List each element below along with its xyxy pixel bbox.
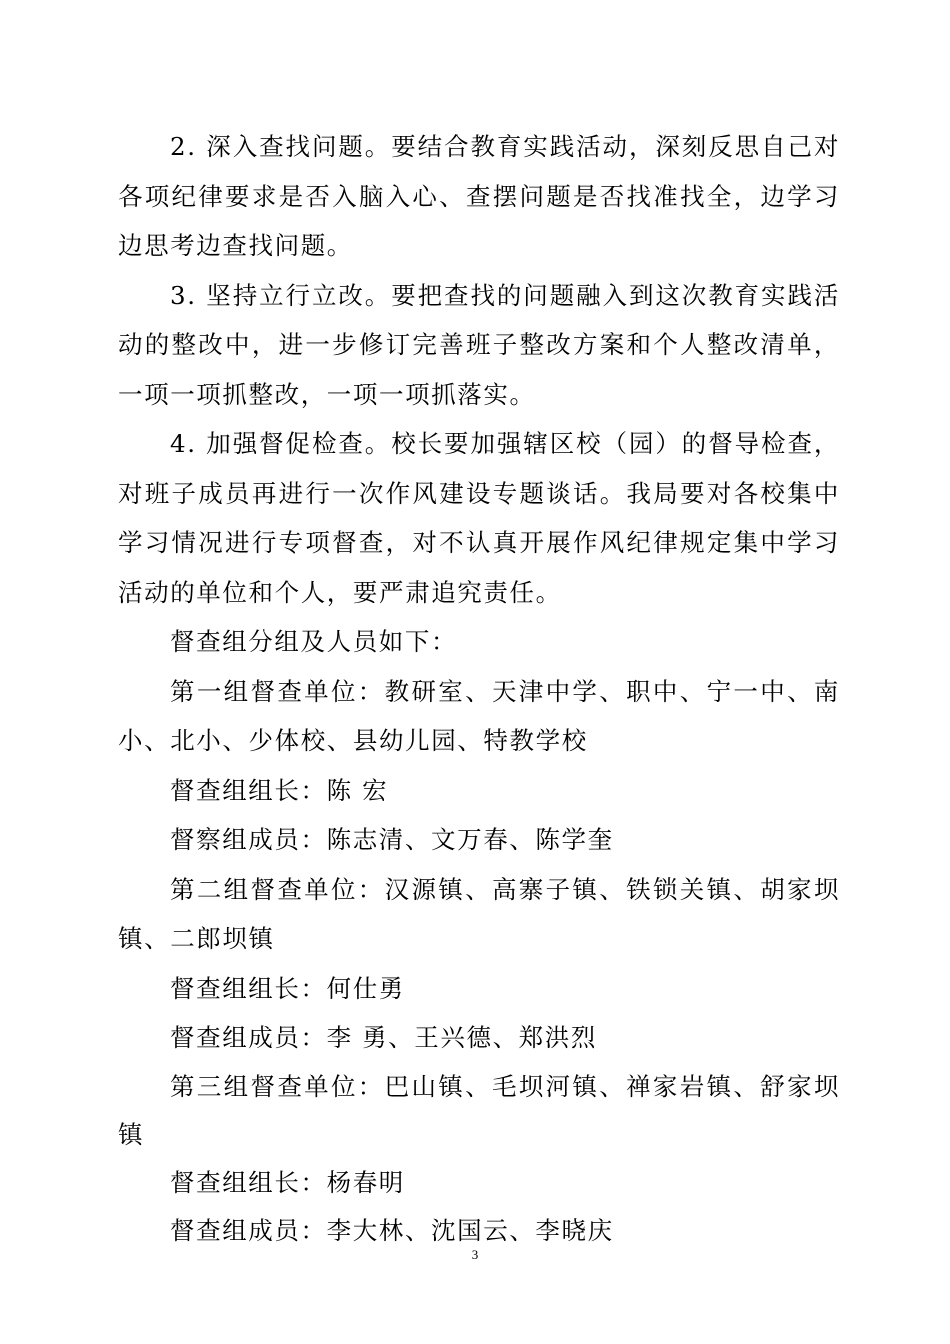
- paragraph-group3-units: 第三组督查单位：巴山镇、毛坝河镇、禅家岩镇、舒家坝镇: [118, 1071, 840, 1149]
- paragraph-group3-members: 督查组成员：李大林、沈国云、李晓庆: [170, 1215, 614, 1245]
- paragraph-group1-members: 督察组成员：陈志清、文万春、陈学奎: [170, 825, 614, 854]
- document-body: [118, 122, 840, 1255]
- paragraph-group2-members: 督查组成员：李 勇、王兴德、郑洪烈: [170, 1023, 597, 1052]
- paragraph-supervise: 4. 加强督促检查。校长要加强辖区校（园）的督导检查，对班子成员再进行一次作风建设专题谈话。我局要对各校集中学习情况进行专项督查，对不认真开展作风纪律规定集中学习活动的单位和个人，要严肃追究责任。: [118, 429, 840, 607]
- paragraph-rectify: 3. 坚持立行立改。要把查找的问题融入到这次教育实践活动的整改中，进一步修订完善班子整改方案和个人整改清单，一项一项抓整改，一项一项抓落实。: [118, 280, 840, 409]
- paragraph-find-problems: 2. 深入查找问题。要结合教育实践活动，深刻反思自己对各项纪律要求是否入脑入心、查摆问题是否找准找全，边学习边思考边查找问题。: [118, 132, 840, 260]
- page-number: 3: [471, 1247, 479, 1262]
- paragraph-group1-units: 第一组督查单位：教研室、天津中学、职中、宁一中、南小、北小、少体校、县幼儿园、特教学校: [118, 676, 840, 755]
- paragraph-group2-leader: 督查组组长：何仕勇: [170, 973, 405, 1003]
- paragraph-group2-units: 第二组督查单位：汉源镇、高寨子镇、铁锁关镇、胡家坝镇、二郎坝镇: [118, 874, 840, 953]
- paragraph-groups-intro: 督查组分组及人员如下：: [170, 627, 458, 656]
- paragraph-group3-leader: 督查组组长：杨春明: [170, 1167, 405, 1197]
- paragraph-group1-leader: 督查组组长：陈 宏: [170, 775, 389, 805]
